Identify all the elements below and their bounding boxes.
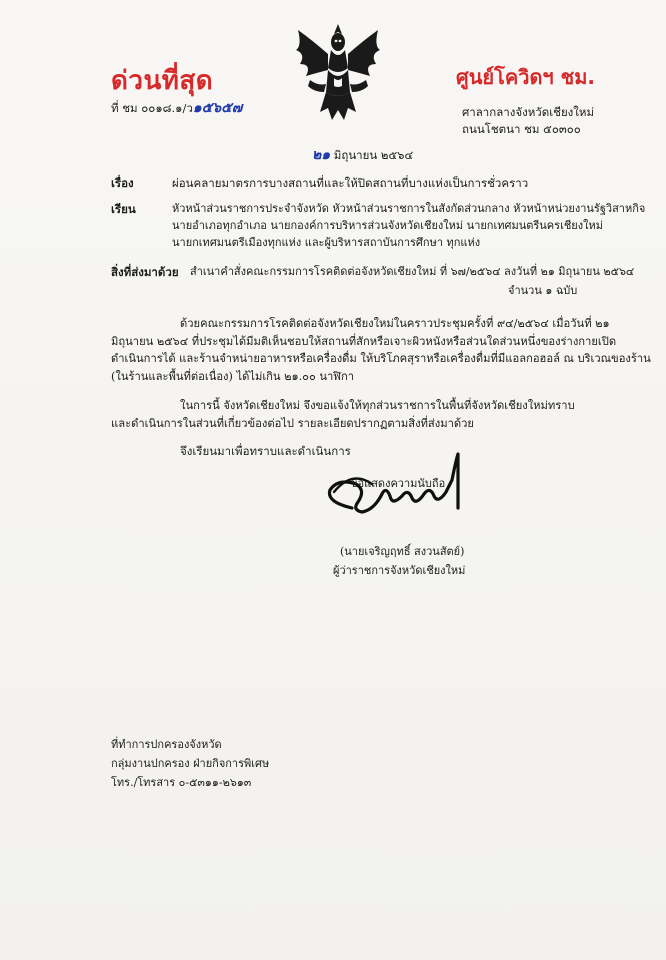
recipient-line-1: หัวหน้าส่วนราชการประจำจังหวัด หัวหน้าส่วนราชการในสังกัดส่วนกลาง หัวหน้าหน่วยงานรัฐวิสาหกิจ (172, 202, 646, 215)
handwritten-signature (312, 450, 482, 540)
paragraph-line: ในการนี้ จังหวัดเชียงใหม่ จึงขอแจ้งให้ทุกส่วนราชการในพื้นที่จังหวัดเชียงใหม่ทราบ (180, 399, 575, 412)
closing-line: จึงเรียนมาเพื่อทราบและดำเนินการ (180, 444, 351, 458)
paragraph-line: ด้วยคณะกรรมการโรคติดต่อจังหวัดเชียงใหม่ในคราวประชุมครั้งที่ ๙๔/๒๕๖๔ เมื่อวันที่ ๒๑ (180, 317, 610, 330)
enclosure-count: จำนวน ๑ ฉบับ (508, 284, 578, 297)
recipient-line-2: นายอำเภอทุกอำเภอ นายกองค์การบริหารส่วนจังหวัดเชียงใหม่ นายกเทศมนตรีนครเชียงใหม่ (172, 219, 603, 232)
paragraph-line: (ในร้านและพื้นที่ต่อเนื่อง) ได้ไม่เกิน ๒๑.๐๐ นาฬิกา (111, 369, 355, 383)
signatory-name: (นายเจริญฤทธิ์ สงวนสัตย์) (340, 545, 465, 558)
document-number-handwritten: ๑๕๖๕๗ (192, 100, 243, 116)
document-number (111, 100, 242, 116)
document-number-prefix: ที่ ชม ๐๐๑๘.๑/ว (111, 101, 193, 115)
date-month-year: มิถุนายน ๒๕๖๔ (333, 148, 414, 162)
body-paragraph-1 (111, 315, 651, 385)
covid-center-label: ศูนย์โควิดฯ ชม. (456, 65, 595, 89)
recipient-label: เรียน (111, 202, 136, 216)
footer-phone: โทร./โทรสาร ๐-๕๓๑๑-๒๖๑๓ (111, 776, 252, 789)
enclosure-text: สำเนาคำสั่งคณะกรรมการโรคติดต่อจังหวัดเชียงใหม่ ที่ ๖๗/๒๕๖๔ ลงวันที่ ๒๑ มิถุนายน ๒๕๖๔ (190, 265, 635, 278)
signatory-position: ผู้ว่าราชการจังหวัดเชียงใหม่ (333, 564, 466, 577)
office-address: ถนนโชตนา ชม ๕๐๓๐๐ (462, 122, 581, 136)
footer-office: ที่ทำการปกครองจังหวัด (111, 738, 222, 751)
body-paragraph-2 (111, 397, 575, 432)
recipient-line-3: นายกเทศมนตรีเมืองทุกแห่ง และผู้บริหารสถาบันการศึกษา ทุกแห่ง (172, 236, 481, 249)
garuda-emblem-icon (292, 20, 384, 128)
urgency-heading: ด่วนที่สุด (111, 66, 214, 96)
date-day-handwritten: ๒๑ (312, 147, 331, 163)
subject-label: เรื่อง (111, 176, 134, 190)
subject-text: ผ่อนคลายมาตรการบางสถานที่และให้ปิดสถานที่บางแห่งเป็นการชั่วคราว (172, 176, 529, 190)
paragraph-line: ดำเนินการได้ และร้านจำหน่ายอาหารหรือเครื่องดื่ม ให้บริโภคสุราหรือเครื่องดื่มที่มีแอลกอฮอล์ ณ บริเวณของร้าน (111, 352, 651, 365)
office-name: ศาลากลางจังหวัดเชียงใหม่ (462, 105, 595, 119)
respect-line: ขอแสดงความนับถือ (350, 477, 446, 490)
enclosure-label: สิ่งที่ส่งมาด้วย (111, 265, 179, 279)
document-date (312, 147, 413, 163)
paragraph-line: และดำเนินการในส่วนที่เกี่ยวข้องต่อไป รายละเอียดปรากฏตามสิ่งที่ส่งมาด้วย (111, 416, 474, 430)
footer-division: กลุ่มงานปกครอง ฝ่ายกิจการพิเศษ (111, 757, 270, 770)
paragraph-line: มิถุนายน ๒๕๖๔ ที่ประชุมได้มีมติเห็นชอบให้สถานที่สักหรือเจาะผิวหนังหรือส่วนใดส่วนหนึ่งของร่างกายเปิด (111, 334, 617, 348)
